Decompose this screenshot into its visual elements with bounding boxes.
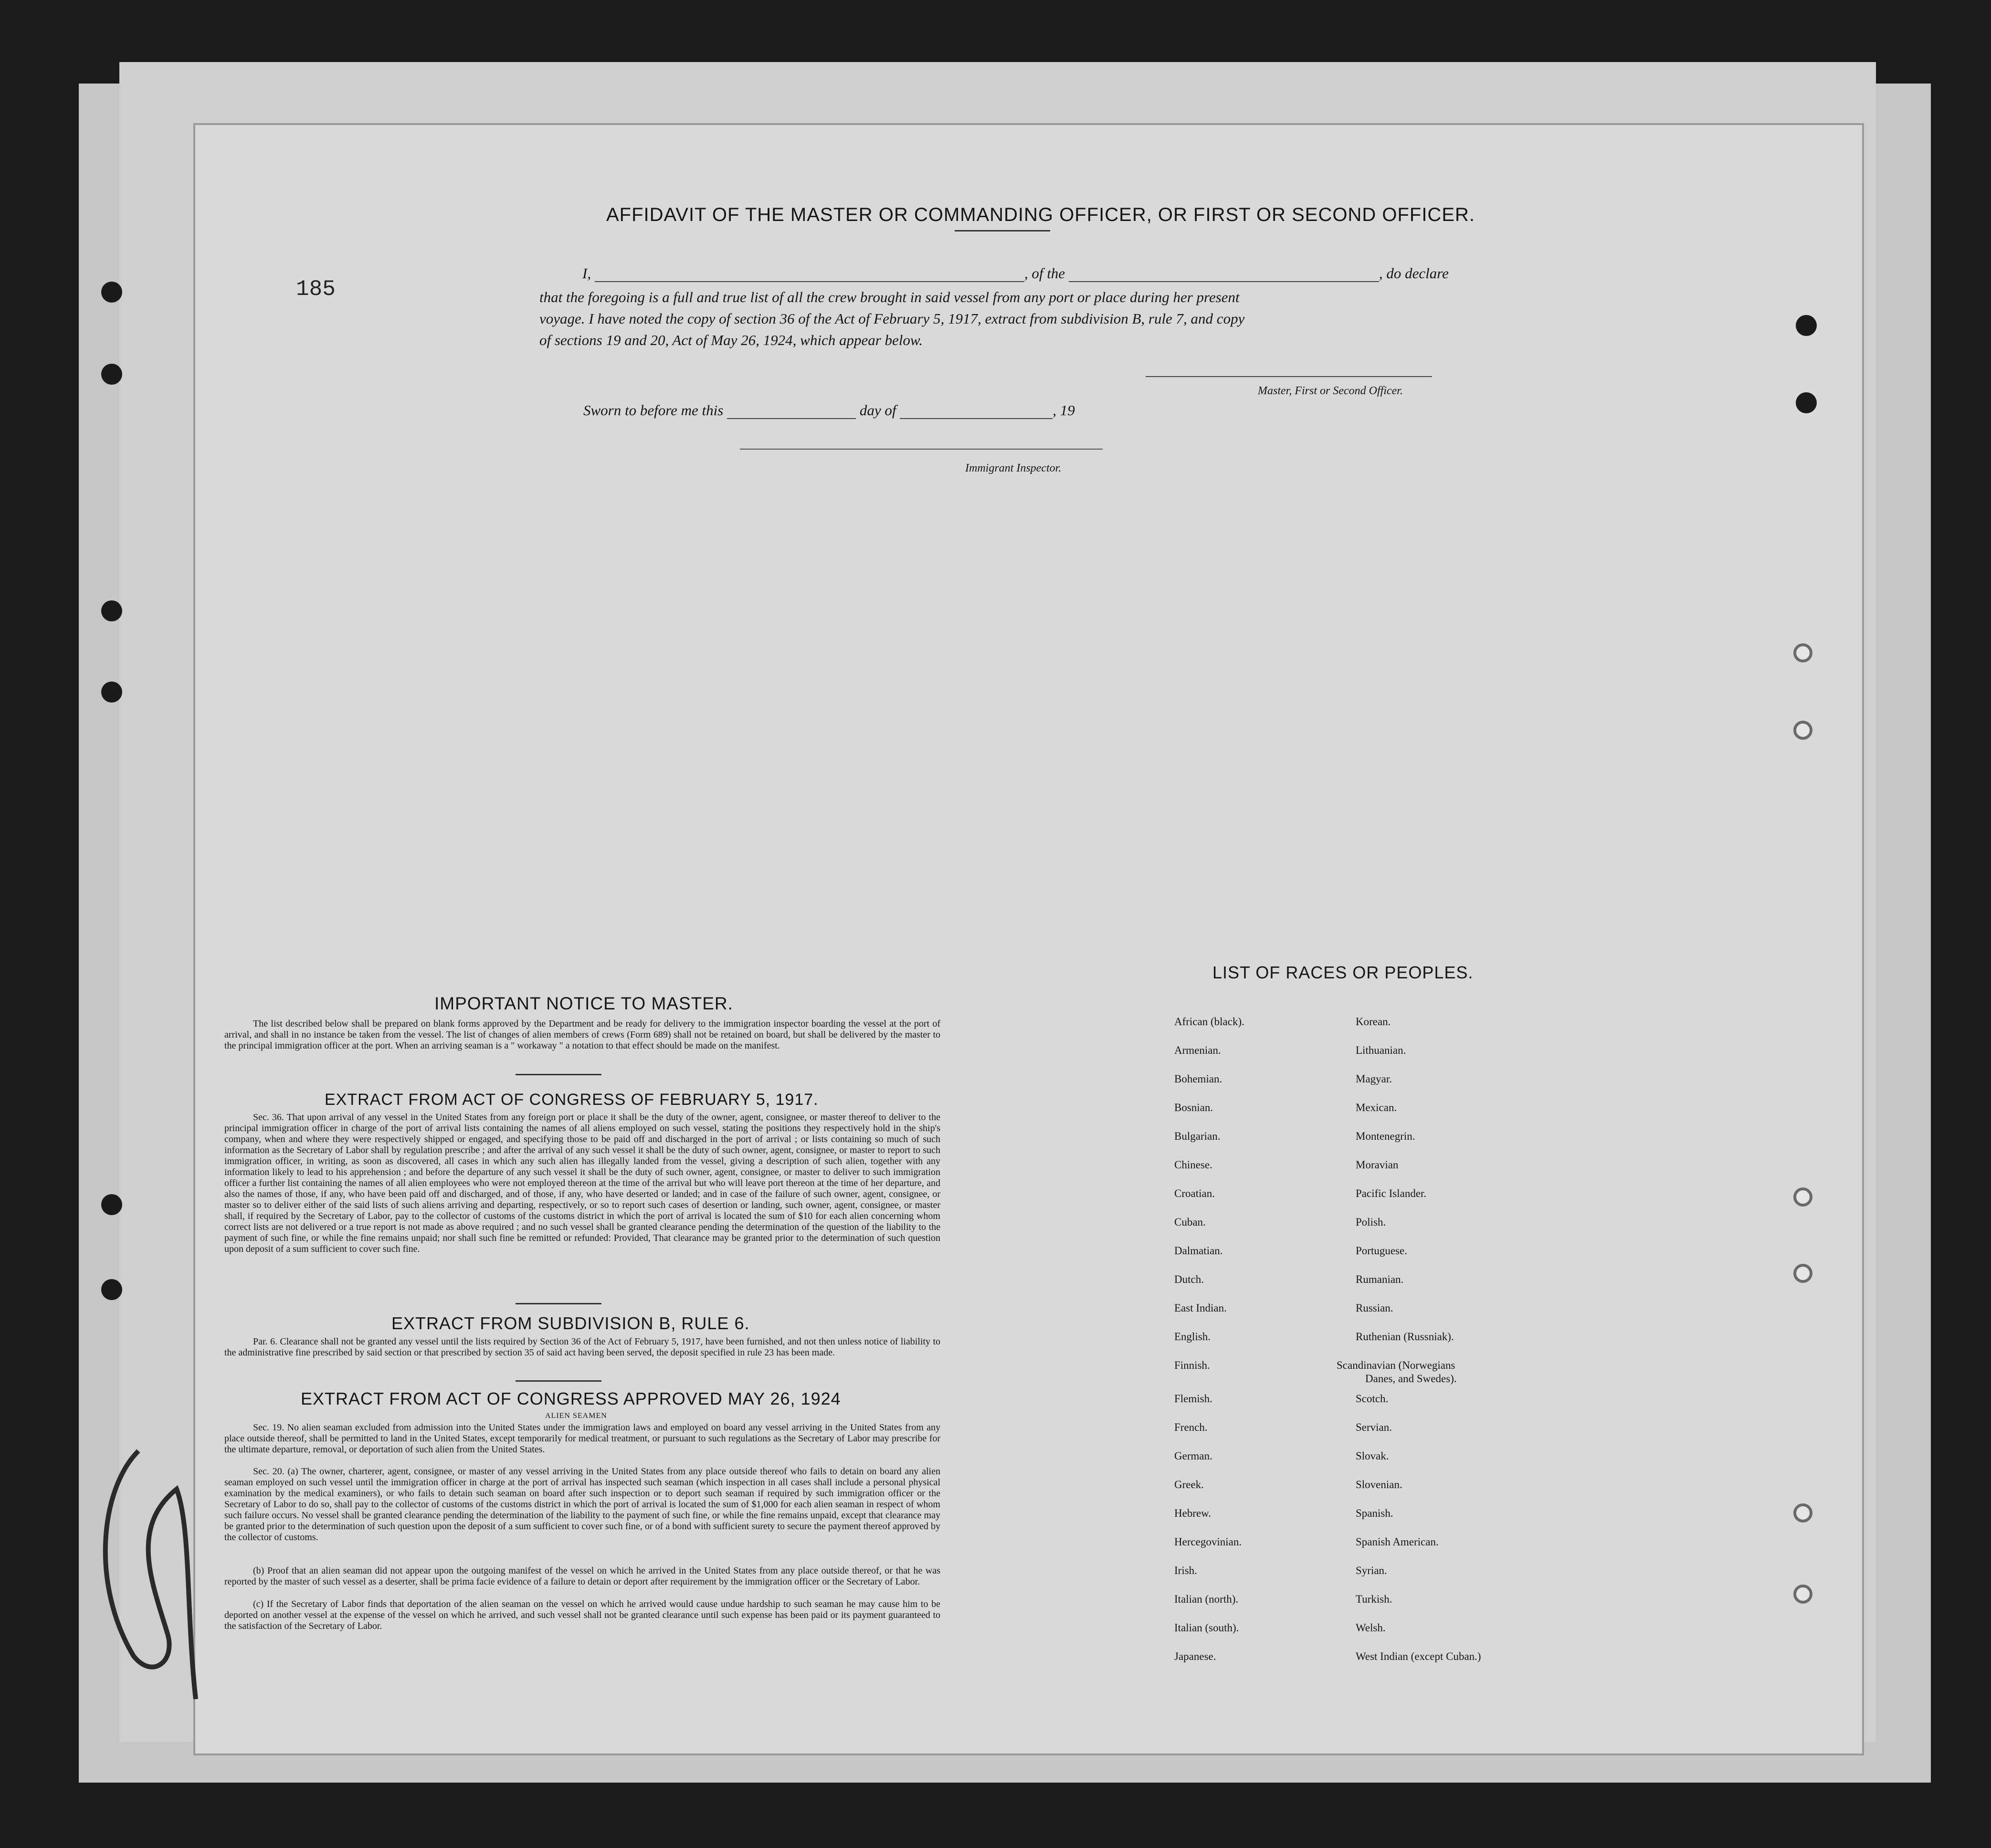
race-item: Japanese. [1174, 1650, 1216, 1662]
punch-ring [1793, 1264, 1812, 1283]
race-item: Syrian. [1356, 1564, 1387, 1576]
inspector-signature-line [740, 449, 1103, 450]
race-item: Dutch. [1174, 1273, 1204, 1285]
race-item: Moravian [1356, 1159, 1399, 1171]
race-item: East Indian. [1174, 1302, 1227, 1314]
declarant-name-blank[interactable] [595, 268, 1024, 282]
race-item: Pacific Islander. [1356, 1187, 1427, 1199]
race-item: Flemish. [1174, 1393, 1212, 1405]
race-item: Chinese. [1174, 1159, 1212, 1171]
race-item: West Indian (except Cuban.) [1356, 1650, 1481, 1662]
extract-1917-text: Sec. 36. That upon arrival of any vessel in the United States from any foreign port or place it shall be the duty of the owner, agent, consignee, or master thereof to deliver to the principal immigration officer in charge of the port of arrival lists containing the names of all aliens employed on such vessel, stating the positions they respectively hold in the ship's company, when and where they were respectively shipped or engaged, and specifying those to be paid off and discharged in the port of arrival ; or lists containing so much of such information as the Secretary of Labor shall by regulation prescribe ; and after the arrival of any such vessel it shall be the duty of such owner, agent, consignee, or master to report to such immigration officer, in writing, as soon as discovered, all cases in which any such alien has illegally landed from the vessel, giving a description of such alien, together with any information likely to lead to his apprehension ; and before the departure of any such vessel it shall be the duty of such owner, agent, consignee, or master to deliver to such immigration officer a further list containing the names of all alien employees who were not employed thereon at the time of the arrival but who will leave port thereon at the time of her departure, and also the names of those, if any, who have been paid off and discharged, and of those, if any, who have deserted or landed; and in case of the failure of such owner, agent, consignee, or master so to deliver either of the said lists of such aliens arriving and departing, respectively, or so to report such cases of desertion or landing, such owner, agent, consignee, or master shall, if required by the Secretary of Labor, pay to the collector of customs of the customs district in which the port of arrival is located the sum of $10 for each alien concerning whom correct lists are not delivered or a true report is not made as above required ; and no such vessel shall be granted clearance pending the determination of the question of the liability to the payment of such fine, or while the fine remains unpaid; nor shall such fine be remitted or refunded: Provided, That clearance may be granted prior to the determination of such question upon deposit of a sum sufficient to cover such fine. [224, 1112, 940, 1254]
race-item: Italian (south). [1174, 1622, 1239, 1634]
inspector-label: Immigrant Inspector. [965, 462, 1062, 474]
extract-1917-title: EXTRACT FROM ACT OF CONGRESS OF FEBRUARY 5, 1917. [325, 1091, 819, 1109]
race-item: Cuban. [1174, 1216, 1206, 1228]
notice-text: The list described below shall be prepared on blank forms approved by the Department and be ready for delivery to the immigration inspector boarding the vessel at the port of arrival, and shall in no instance be taken from the vessel. The list of changes of alien members of crews (Form 689) shall not be retained on board, but shall be delivered by the master to the principal immigration officer at the port. When an arriving seaman is a " workaway " a notation to that effect should be made on the manifest. [224, 1018, 940, 1051]
race-item: Rumanian. [1356, 1273, 1404, 1285]
signature-label: Master, First or Second Officer. [1258, 385, 1403, 397]
race-item: Slovenian. [1356, 1479, 1402, 1491]
race-item: Turkish. [1356, 1593, 1392, 1605]
subdivision-title: EXTRACT FROM SUBDIVISION B, RULE 6. [391, 1313, 750, 1333]
race-item: Portuguese. [1356, 1245, 1407, 1257]
section-divider [516, 1303, 601, 1304]
sec-20a-text: Sec. 20. (a) The owner, charterer, agent, consignee, or master of any vessel arriving in the United States from any place outside thereof who fails to detain on board any alien seaman employed on such vessel until the immigration officer in charge at the port of arrival has inspected such seaman (which inspection in all cases shall include a personal physical examination by the medical examiners), or who fails to detain such seaman on board after such inspection or to deport such seaman if required by such immigration officer or the Secretary of Labor to do so, shall pay to the collector of customs of the customs district in which the port of arrival is located the sum of $1,000 for each alien seaman in respect of whom such failure occurs. No vessel shall be granted clearance pending the determination of the liability to the payment of such fine, or while the fine remains unpaid, except that clearance may be granted prior to the determination of such question upon the deposit of a sum sufficient to cover such fine, or of a bond with sufficient surety to secure the payment thereof approved by the collector of customs. [224, 1466, 940, 1543]
subdivision-text: Par. 6. Clearance shall not be granted any vessel until the lists required by Section 36 of the Act of February 5, 1917, have been furnished, and not then unless notice of liability to the administrative fine prescribed by said section or that prescribed by section 35 of said act having been served, the deposit specified in rule 23 has been made. [224, 1336, 940, 1358]
race-item: Croatian. [1174, 1187, 1215, 1199]
punch-ring [1793, 721, 1812, 740]
races-title: LIST OF RACES OR PEOPLES. [1212, 963, 1474, 982]
race-item: Korean. [1356, 1016, 1391, 1028]
sec-20c-text: (c) If the Secretary of Labor finds that deportation of the alien seaman on the vessel on which he arrived would cause undue hardship to such seaman he may cause him to be deported on another vessel at the expense of the vessel on which he arrived, and such vessel shall not be granted clearance until such expense has been paid or its payment guaranteed to the satisfaction of the Secretary of Labor. [224, 1599, 940, 1631]
sworn-month-blank[interactable] [900, 405, 1053, 419]
sworn-day-blank[interactable] [727, 405, 856, 419]
race-item: Armenian. [1174, 1044, 1221, 1056]
race-item: Dalmatian. [1174, 1245, 1223, 1257]
punch-ring [1793, 1503, 1812, 1522]
vessel-name-blank[interactable] [1069, 268, 1379, 282]
affidavit-line-1 [582, 265, 1449, 282]
affidavit-line-2: that the foregoing is a full and true list of all the crew brought in said vessel from any port or place during her present [539, 289, 1240, 305]
punch-ring [1793, 1585, 1812, 1604]
race-item: Ruthenian (Russniak). [1356, 1331, 1454, 1343]
binder-hole [101, 682, 122, 703]
binder-hole [1796, 315, 1817, 336]
sec-20b-text: (b) Proof that an alien seaman did not appear upon the outgoing manifest of the vessel on which he arrived in the United States from any place outside thereof, or that he was reported by the master of such vessel as a deserter, shall be prima facie evidence of a failure to detain or deport after requirement by the immigration officer or the Secretary of Labor. [224, 1565, 940, 1587]
race-item: Scotch. [1356, 1393, 1389, 1405]
race-item: Magyar. [1356, 1073, 1392, 1085]
race-item: Bosnian. [1174, 1102, 1213, 1113]
punch-ring [1793, 643, 1812, 662]
race-item: Spanish American. [1356, 1536, 1439, 1548]
race-item: Russian. [1356, 1302, 1393, 1314]
sworn-year-label: , 19 [1053, 402, 1075, 419]
race-item: French. [1174, 1421, 1208, 1433]
sworn-line [583, 402, 1075, 419]
affidavit-vessel-label: , of the [1024, 265, 1065, 282]
affidavit-line-3: voyage. I have noted the copy of section 36 of the Act of February 5, 1917, extract from subdivision B, rule 7, and copy [539, 310, 1245, 327]
race-item: Polish. [1356, 1216, 1386, 1228]
race-item: Mexican. [1356, 1102, 1397, 1113]
punch-ring [1793, 1187, 1812, 1207]
affidavit-title: AFFIDAVIT OF THE MASTER OR COMMANDING OFFICER, OR FIRST OR SECOND OFFICER. [606, 204, 1475, 225]
affidavit-line-4: of sections 19 and 20, Act of May 26, 1924, which appear below. [539, 332, 923, 348]
margin-note: 185 [296, 277, 336, 302]
race-item: Greek. [1174, 1479, 1204, 1491]
race-item: Servian. [1356, 1421, 1392, 1433]
affidavit-declare-label: , do declare [1379, 265, 1449, 282]
race-item: Hebrew. [1174, 1507, 1211, 1519]
race-item: Montenegrin. [1356, 1130, 1415, 1142]
race-item: Irish. [1174, 1564, 1197, 1576]
race-item: Danes, and Swedes). [1365, 1373, 1457, 1385]
sworn-label: Sworn to before me this [583, 402, 724, 419]
race-item: Bulgarian. [1174, 1130, 1221, 1142]
race-item: Spanish. [1356, 1507, 1393, 1519]
sec-19-text: Sec. 19. No alien seaman excluded from admission into the United States under the immigration laws and employed on board any vessel arriving in the United States from any place outside thereof, shall be permitted to land in the United States, except temporarily for medical treatment, or pursuant to such regulations as the Secretary of Labor may prescribe for the ultimate departure, removal, or deportation of such alien from the United States. [224, 1422, 940, 1455]
race-item: Bohemian. [1174, 1073, 1222, 1085]
signature-blank[interactable] [1146, 363, 1432, 377]
binder-hole [101, 1194, 122, 1215]
race-item: German. [1174, 1450, 1212, 1462]
extract-1924-subtitle: ALIEN SEAMEN [545, 1412, 607, 1420]
race-item: Hercegovinian. [1174, 1536, 1242, 1548]
title-divider [955, 230, 1050, 231]
race-item: Welsh. [1356, 1622, 1386, 1634]
affidavit-declarant-label: I, [582, 265, 591, 282]
race-item: Slovak. [1356, 1450, 1389, 1462]
notice-title: IMPORTANT NOTICE TO MASTER. [434, 994, 733, 1013]
binder-hole [101, 1279, 122, 1300]
section-divider [516, 1380, 601, 1382]
binder-hole [1796, 392, 1817, 413]
race-item: Lithuanian. [1356, 1044, 1406, 1056]
race-item: English. [1174, 1331, 1211, 1343]
binder-hole [101, 282, 122, 303]
extract-1924-title: EXTRACT FROM ACT OF CONGRESS APPROVED MAY 26, 1924 [301, 1389, 841, 1408]
handwritten-mark [81, 1432, 205, 1728]
binder-hole [101, 600, 122, 621]
race-item: Italian (north). [1174, 1593, 1239, 1605]
race-item: Scandinavian (Norwegians [1337, 1359, 1455, 1371]
race-item: Finnish. [1174, 1359, 1210, 1371]
race-item: African (black). [1174, 1016, 1244, 1028]
sworn-day-of-label: day of [859, 402, 896, 419]
section-divider [516, 1074, 601, 1075]
binder-hole [101, 364, 122, 385]
